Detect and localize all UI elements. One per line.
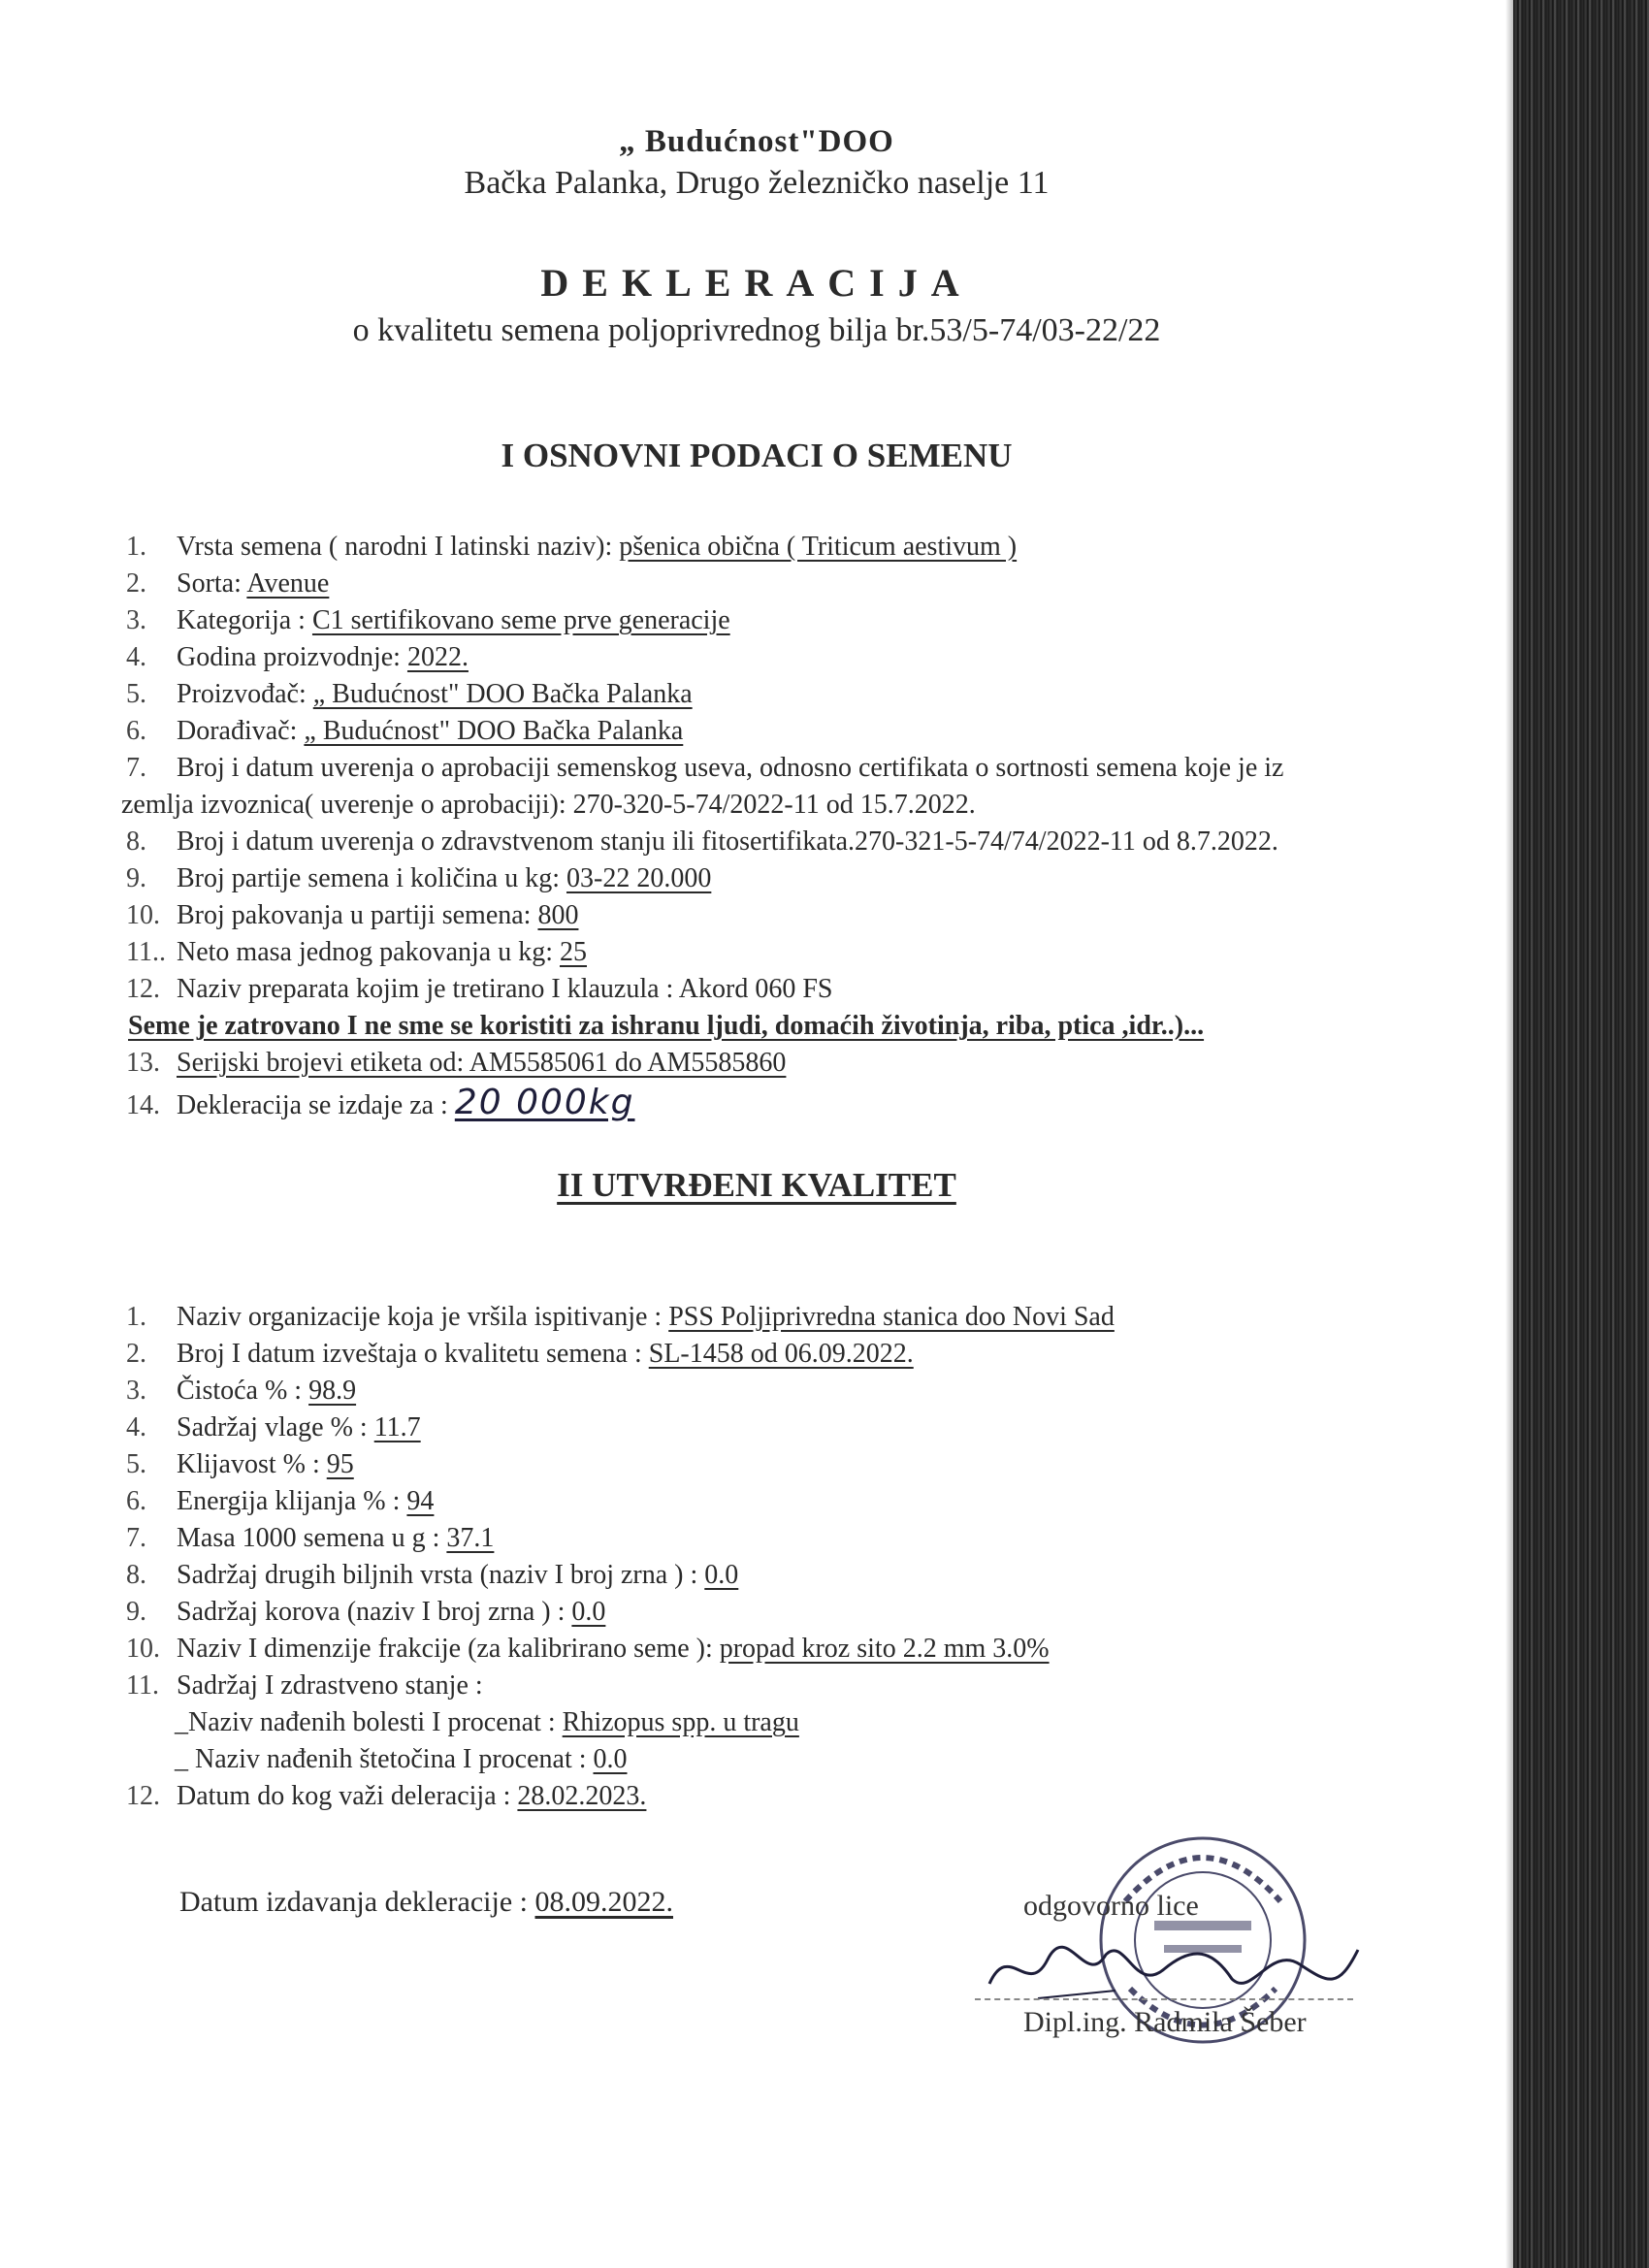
field-value: Avenue [246,568,330,599]
handwritten-quantity: 20 000kg [454,1083,635,1122]
scan-edge-shadow [1513,0,1649,2268]
field-value: 94 [406,1486,435,1516]
field-value: 03-22 20.000 [566,863,712,893]
list-item: 2. Broj I datum izveštaja o kvalitetu semena : SL-1458 od 06.09.2022. [126,1339,914,1369]
field-value: „ Budućnost" DOO Bačka Palanka [304,716,684,746]
list-item: 7. Broj i datum uverenja o aprobaciji semenskog useva, odnosno certifikata o sortnosti semena koje je iz [126,753,1284,783]
list-item: zemlja izvoznica( uverenje o aprobaciji): 270-320-5-74/2022-11 od 15.7.2022. [121,790,976,820]
field-value: 0.0 [704,1560,739,1590]
field-value: 98.9 [308,1376,357,1406]
field-value: 0.0 [571,1597,606,1627]
field-value: 270-321-5-74/74/2022-11 od 8.7.2022. [855,826,1278,857]
section-1-title: I OSNOVNI PODACI O SEMENU [501,437,1013,474]
document-title: DEKLERACIJA [540,261,973,305]
list-item: 11.. Neto masa jednog pakovanja u kg: 25 [126,937,588,967]
list-item: 11. Sadržaj I zdrastveno stanje : [126,1670,483,1701]
list-item: 6. Dorađivač: „ Budućnost" DOO Bačka Palanka [126,716,684,746]
list-item: 2. Sorta: Avenue [126,568,330,599]
signature-line [975,1998,1353,2000]
list-item: 1. Naziv organizacije koja je vršila ispitivanje : PSS Poljiprivredna stanica doo Novi Sad [126,1302,1115,1332]
list-item: _Naziv nađenih bolesti I procenat : Rhizopus spp. u tragu [175,1707,799,1737]
list-item: 3. Čistoća % : 98.9 [126,1376,357,1406]
list-item: 13. Serijski brojevi etiketa od: AM5585061 do AM5585860 [126,1048,787,1078]
field-value: „ Budućnost" DOO Bačka Palanka [312,679,693,709]
field-value: 0.0 [593,1744,628,1774]
issue-date: Datum izdavanja dekleracije : 08.09.2022. [179,1886,673,1918]
field-value: 95 [326,1449,354,1479]
field-value: 270-320-5-74/2022-11 od 15.7.2022. [572,790,976,820]
warning-text: Seme je zatrovano I ne sme se koristiti za ishranu ljudi, domaćih životinja, riba, ptica ,idr..)... [128,1011,1205,1041]
signature-icon [980,1930,1368,2008]
field-value: PSS Poljiprivredna stanica doo Novi Sad [668,1302,1115,1332]
field-value: Akord 060 FS [678,974,833,1004]
document-subtitle: o kvalitetu semena poljoprivrednog bilja br.53/5-74/03-22/22 [352,312,1161,348]
list-item: 10. Naziv I dimenzije frakcije (za kalibrirano seme ): propad kroz sito 2.2 mm 3.0% [126,1634,1050,1664]
company-address: Bačka Palanka, Drugo železničko naselje 11 [464,165,1050,201]
field-value: C1 sertifikovano seme prve generacije [311,605,730,635]
list-item: 7. Masa 1000 semena u g : 37.1 [126,1523,495,1553]
section-2-title: II UTVRĐENI KVALITET [557,1166,956,1204]
list-item: 4. Sadržaj vlage % : 11.7 [126,1412,421,1442]
list-item: 8. Broj i datum uverenja o zdravstvenom stanju ili fitosertifikata.270-321-5-74/74/2022-11 od 8.7.2022. [126,826,1278,857]
list-item: 9. Sadržaj korova (naziv I broj zrna ) : 0.0 [126,1597,606,1627]
field-value: Rhizopus spp. u tragu [562,1707,799,1737]
list-item: 12. Naziv preparata kojim je tretirano I klauzula : Akord 060 FS [126,974,833,1004]
field-value: 2022. [406,642,469,672]
list-item: 12. Datum do kog važi deleracija : 28.02.2023. [126,1781,647,1811]
company-name: „ Budućnost"DOO [619,124,894,159]
field-value: 37.1 [446,1523,495,1553]
field-value: SL-1458 od 06.09.2022. [648,1339,914,1369]
list-item: 6. Energija klijanja % : 94 [126,1486,435,1516]
list-item: 3. Kategorija : C1 sertifikovano seme prve generacije [126,605,730,635]
list-item: 9. Broj partije semena i količina u kg: 03-22 20.000 [126,863,712,893]
list-item: 5. Proizvođač: „ Budućnost" DOO Bačka Palanka [126,679,693,709]
field-value: 800 [537,900,579,930]
field-value: pšenica obična ( Triticum aestivum ) [619,532,1018,562]
list-item: 14. Dekleracija se izdaje za : 20 000kg [126,1083,635,1122]
list-item: 5. Klijavost % : 95 [126,1449,354,1479]
responsible-person-label: odgovorno lice [1023,1890,1199,1922]
list-item: 4. Godina proizvodnje: 2022. [126,642,469,672]
signer-name: Dipl.ing. Radmila Šeber [1023,2006,1307,2038]
list-item: 8. Sadržaj drugih biljnih vrsta (naziv I broj zrna ) : 0.0 [126,1560,739,1590]
field-value: propad kroz sito 2.2 mm 3.0% [719,1634,1050,1664]
list-item: 1. Vrsta semena ( narodni I latinski naziv): pšenica obična ( Triticum aestivum ) [126,532,1018,562]
field-value: 11.7 [373,1412,421,1442]
list-item: _ Naziv nađenih štetočina I procenat : 0.0 [175,1744,628,1774]
list-item: 10. Broj pakovanja u partiji semena: 800 [126,900,579,930]
field-value: 28.02.2023. [517,1781,647,1811]
field-value: 25 [560,937,588,967]
